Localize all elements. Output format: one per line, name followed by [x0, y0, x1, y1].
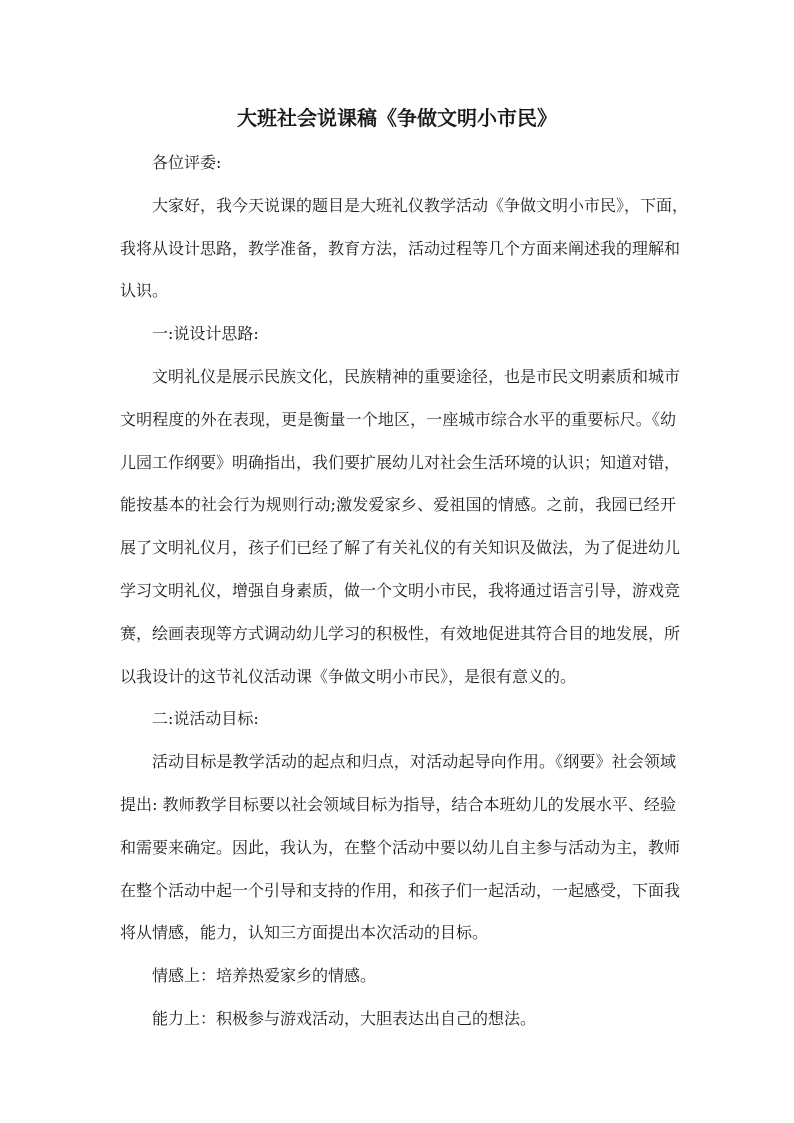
text-line: 在整个活动中起一个引导和支持的作用，和孩子们一起活动，一起感受，下面我: [120, 880, 681, 900]
text-line: 情感上：培养热爱家乡的情感。: [152, 966, 377, 986]
text-line: 能力上：积极参与游戏活动，大胆表达出自己的想法。: [152, 1008, 537, 1028]
text-line: 文明程度的外在表现，更是衡量一个地区，一座城市综合水平的重要标尺。《幼: [120, 409, 676, 429]
paragraph: [120, 142, 676, 185]
document-title: 大班社会说课稿《争做文明小市民》: [237, 106, 557, 130]
text-line: 提出: 教师教学目标要以社会领域目标为指导，结合本班幼儿的发展水平、经验: [120, 794, 676, 814]
text-line: 认识。: [120, 281, 169, 301]
text-line: 以我设计的这节礼仪活动课《争做文明小市民》，是很有意义的。: [120, 666, 577, 686]
paragraph: [120, 955, 676, 998]
paragraph: [120, 356, 681, 698]
text-line: 赛，绘画表现等方式调动幼儿学习的积极性，有效地促进其符合目的地发展，所: [120, 623, 681, 643]
text-line: 展了文明礼仪月，孩子们已经了解了有关礼仪的有关知识及做法，为了促进幼儿: [120, 538, 681, 558]
text-line: 学习文明礼仪，增强自身素质，做一个文明小市民，我将通过语言引导，游戏竞: [120, 580, 681, 600]
paragraph: [120, 998, 676, 1041]
text-line: 将从情感，能力，认知三方面提出本次活动的目标。: [120, 923, 489, 943]
paragraph: [120, 313, 676, 356]
text-line: 能按基本的社会行为规则行动;激发爱家乡、爱祖国的情感。之前，我园已经开: [120, 495, 676, 515]
document-body: [120, 142, 689, 1041]
text-line: 我将从设计思路，教学准备，教育方法，活动过程等几个方面来阐述我的理解和: [120, 238, 681, 258]
text-line: 各位评委:: [152, 153, 222, 172]
text-line: 儿园工作纲要》明确指出，我们要扩展幼儿对社会生活环境的认识；知道对错，: [120, 452, 681, 472]
text-line: 一:说设计思路:: [152, 324, 259, 344]
paragraph: [120, 698, 676, 741]
text-line: 活动目标是教学活动的起点和归点，对活动起导向作用。《纲要》社会领域: [152, 752, 676, 772]
paragraph: [120, 185, 689, 313]
text-line: 二:说活动目标:: [152, 709, 259, 729]
text-line: 文明礼仪是展示民族文化，民族精神的重要途径，也是市民文明素质和城市: [152, 366, 681, 386]
paragraph: [120, 741, 681, 955]
text-line: 和需要来确定。因此，我认为，在整个活动中要以幼儿自主参与活动为主，教师: [120, 837, 681, 857]
text-line: 大家好，我今天说课的题目是大班礼仪教学活动《争做文明小市民》，下面，: [152, 195, 689, 215]
